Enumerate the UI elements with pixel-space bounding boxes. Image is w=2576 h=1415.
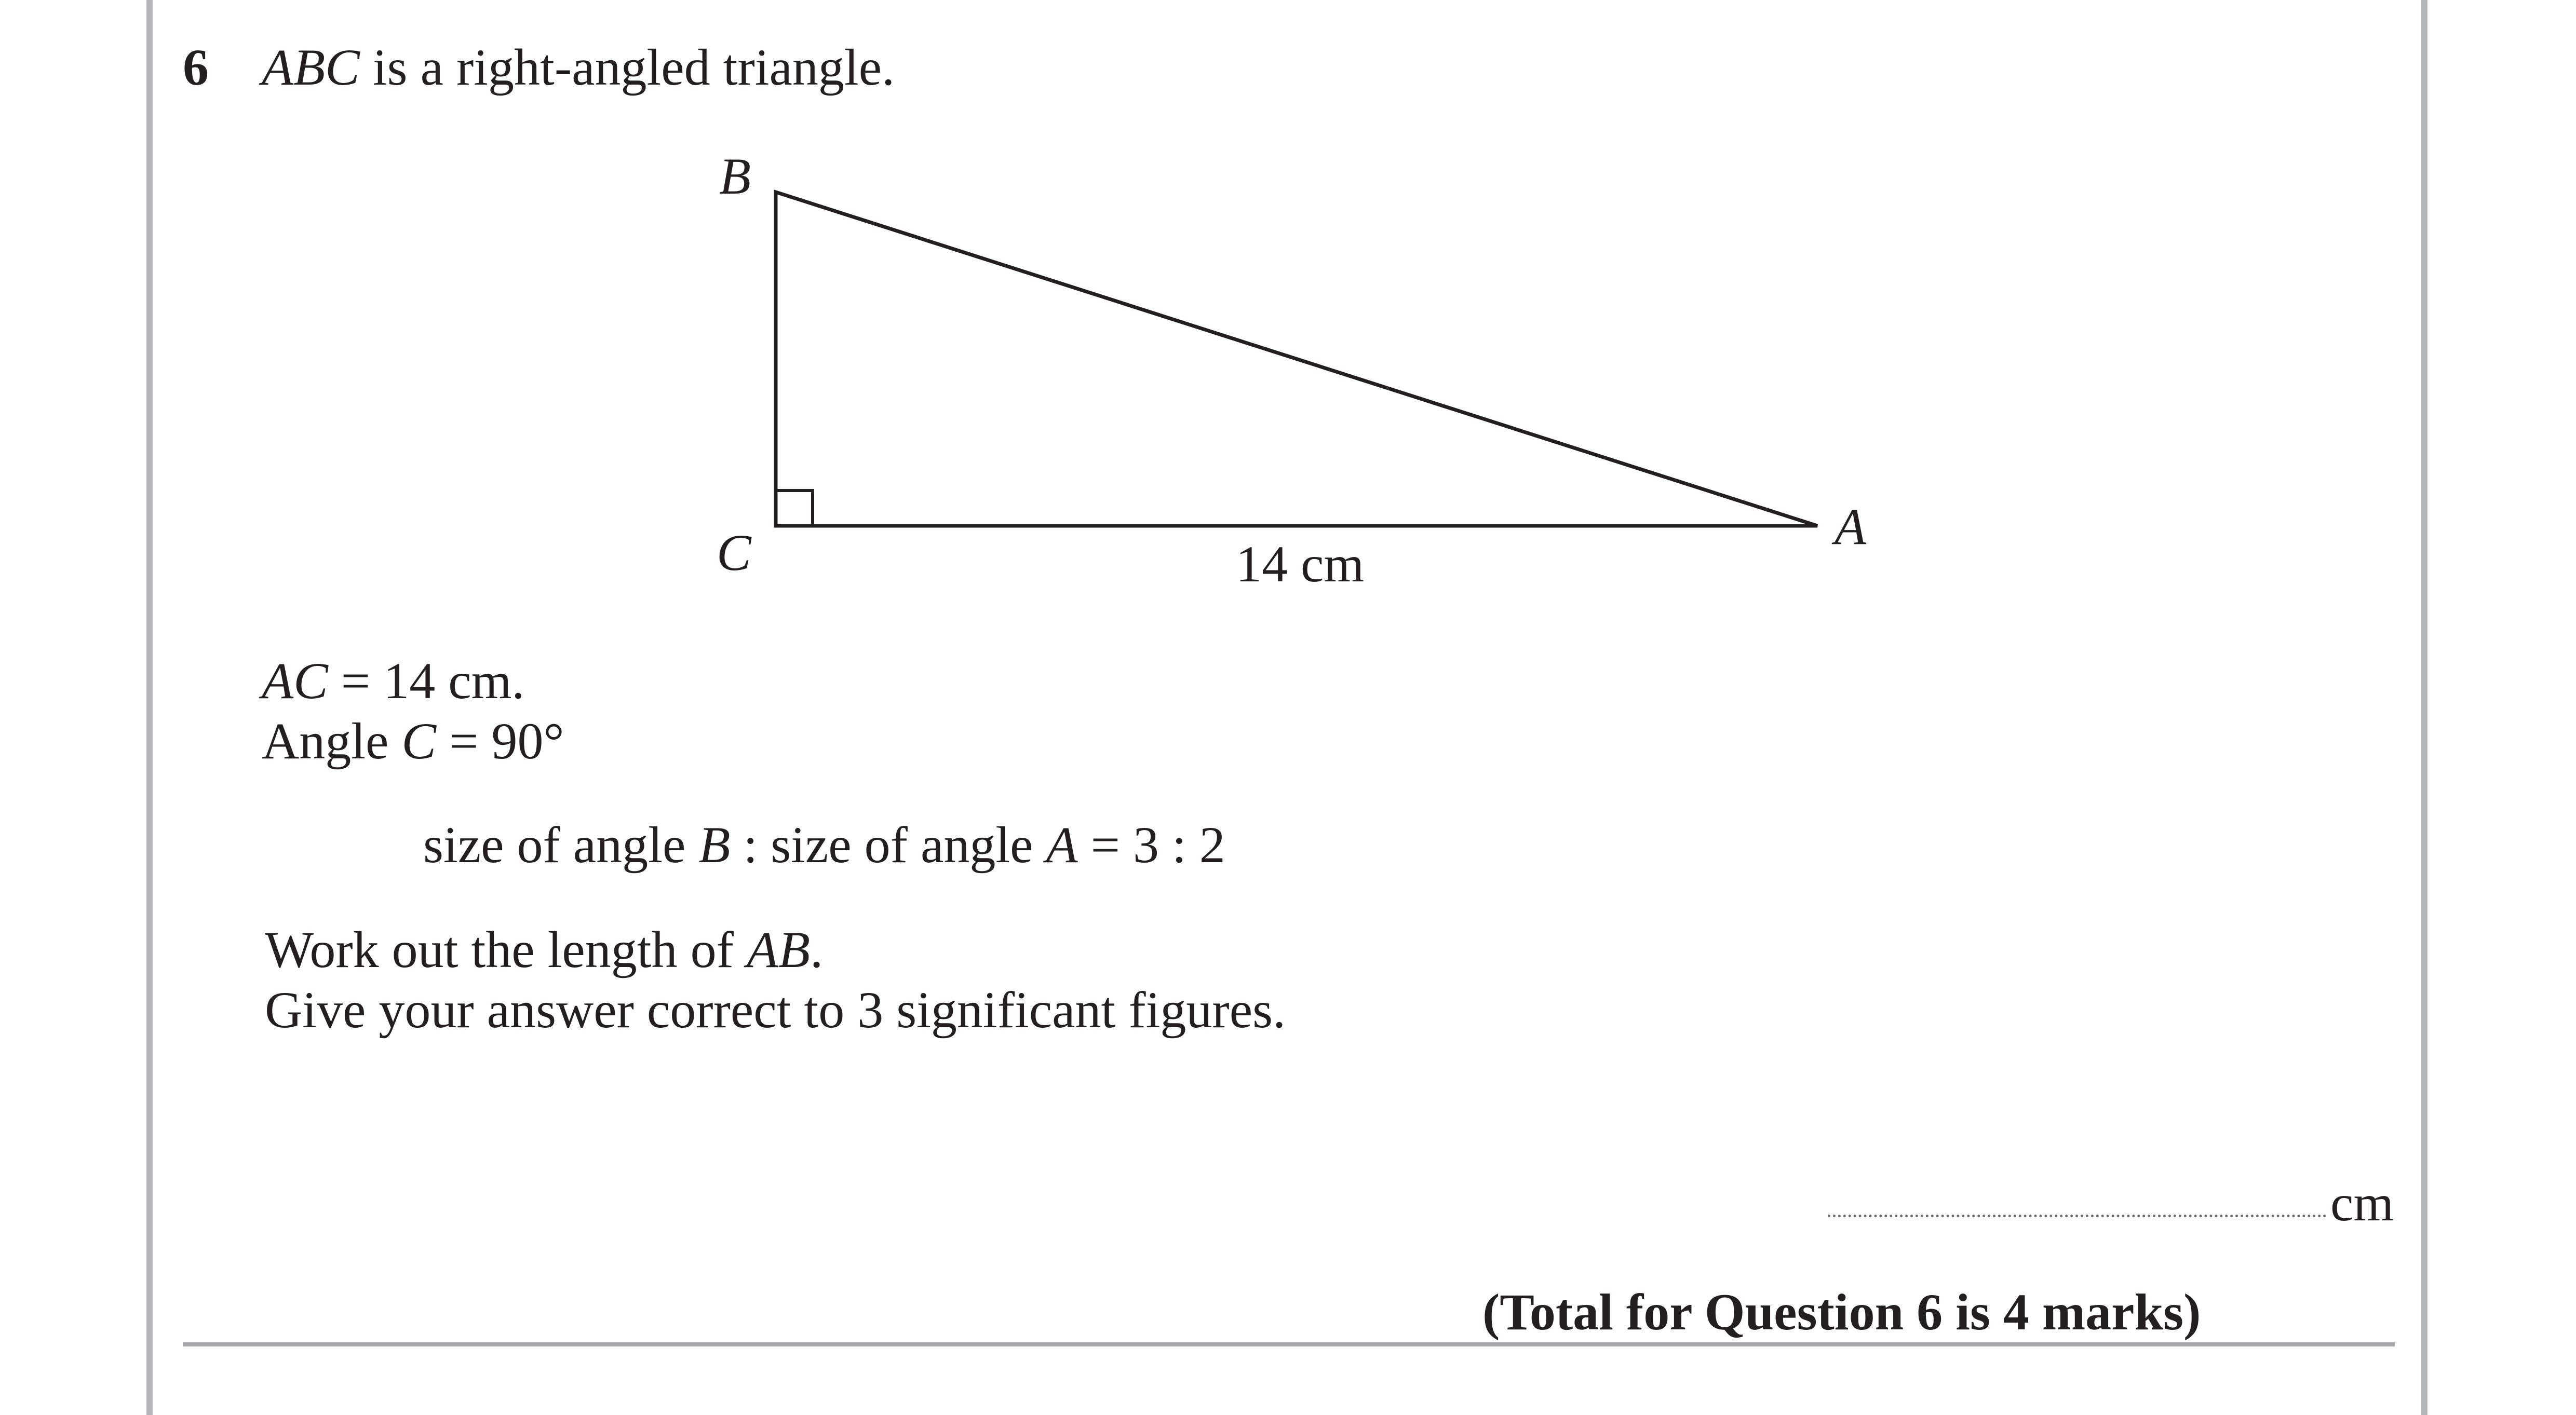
answer-line[interactable] — [1828, 1215, 2326, 1217]
task-pre: Work out the length of — [265, 921, 747, 978]
given-angle-value: = 90° — [436, 712, 564, 770]
vertex-label-b: B — [719, 147, 751, 205]
triangle-shape — [776, 192, 1817, 526]
right-angle-marker — [776, 491, 813, 526]
triangle-name: ABC — [262, 38, 360, 96]
side-ac-label: 14 cm — [1236, 535, 1365, 593]
ratio-pre: size of angle — [423, 816, 699, 874]
triangle-diagram — [0, 0, 2576, 623]
given-ac-var: AC — [262, 652, 328, 710]
question-divider — [183, 1342, 2395, 1346]
task-precision: Give your answer correct to 3 significant figures. — [265, 981, 1286, 1039]
given-angle-pre: Angle — [262, 712, 402, 770]
given-ac-value: = 14 cm. — [328, 652, 525, 710]
ratio-value: = 3 : 2 — [1077, 816, 1225, 874]
task-instruction — [265, 921, 824, 978]
total-marks: (Total for Question 6 is 4 marks) — [1482, 1283, 2201, 1341]
vertex-label-c: C — [717, 524, 751, 581]
intro-text: is a right-angled triangle. — [359, 38, 895, 96]
answer-unit: cm — [2330, 1174, 2394, 1232]
ratio-mid: : size of angle — [730, 816, 1046, 874]
given-angle-var: C — [401, 712, 437, 770]
ratio-var-a: A — [1046, 816, 1078, 874]
task-var: AB — [746, 921, 811, 978]
triangle-outline — [776, 192, 1817, 526]
task-post: . — [810, 921, 824, 978]
vertex-label-a: A — [1835, 498, 1867, 555]
given-angle-c — [262, 712, 564, 770]
ratio-var-b: B — [698, 816, 731, 874]
question-number: 6 — [183, 38, 209, 96]
angle-ratio — [423, 816, 1225, 874]
given-ac-length — [262, 652, 525, 710]
